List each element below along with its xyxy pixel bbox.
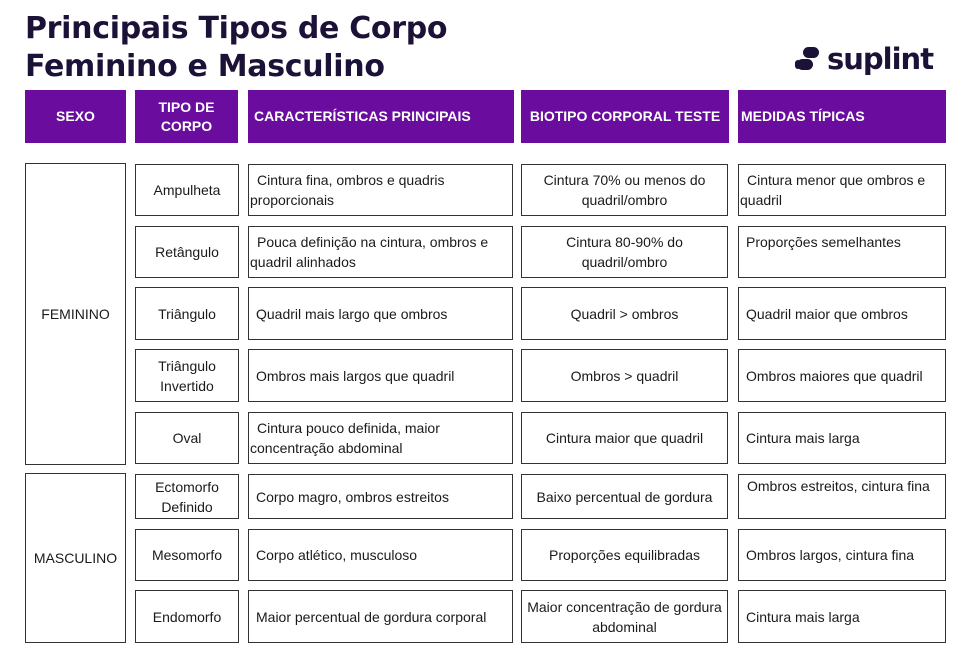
header-sexo-label: SEXO xyxy=(56,108,95,124)
table-cell-biotipo: Baixo percentual de gordura xyxy=(521,474,728,519)
table-cell-biotipo: Cintura maior que quadril xyxy=(521,412,728,464)
table-cell-tipo: Mesomorfo xyxy=(135,529,239,581)
table-cell-tipo: Triângulo xyxy=(135,287,239,340)
table-cell-medidas: Ombros largos, cintura fina xyxy=(738,529,946,581)
table-cell-caracteristicas: Quadril mais largo que ombros xyxy=(248,287,513,340)
table-cell-medidas: Cintura menor que ombros e quadril xyxy=(738,164,946,216)
table-cell-tipo: Retângulo xyxy=(135,226,239,278)
table-cell-medidas: Ombros maiores que quadril xyxy=(738,349,946,402)
table-cell-tipo: Oval xyxy=(135,412,239,464)
header-caracteristicas xyxy=(248,90,514,143)
brand-logo-text: suplint xyxy=(827,42,934,76)
header-medidas-label: MEDIDAS TÍPICAS xyxy=(741,108,865,124)
header-tipo-line-1: TIPO DE xyxy=(158,98,215,115)
group-feminino xyxy=(25,163,126,465)
header-tipo-de-corpo xyxy=(135,90,238,143)
title-line-2: Feminino e Masculino xyxy=(25,49,385,84)
table-cell-biotipo: Cintura 70% ou menos do quadril/ombro xyxy=(521,164,728,216)
capsule-pills-icon xyxy=(795,44,823,74)
table-cell-tipo: Triângulo Invertido xyxy=(135,349,239,402)
table-cell-medidas: Cintura mais larga xyxy=(738,412,946,464)
table-cell-medidas: Ombros estreitos, cintura fina xyxy=(738,474,946,519)
table-cell-biotipo: Ombros > quadril xyxy=(521,349,728,402)
table-cell-caracteristicas: Pouca definição na cintura, ombros e quadril alinhados xyxy=(248,226,513,278)
brand-logo xyxy=(795,42,933,76)
table-cell-tipo: Ectomorfo Definido xyxy=(135,474,239,519)
table-cell-medidas: Quadril maior que ombros xyxy=(738,287,946,340)
table-cell-caracteristicas: Ombros mais largos que quadril xyxy=(248,349,513,402)
table-cell-biotipo: Cintura 80-90% do quadril/ombro xyxy=(521,226,728,278)
page-title xyxy=(25,10,447,86)
header-biotipo-label: BIOTIPO CORPORAL TESTE xyxy=(529,108,721,124)
header-sexo xyxy=(25,90,126,143)
table-cell-caracteristicas: Corpo magro, ombros estreitos xyxy=(248,474,513,519)
table-cell-caracteristicas: Cintura pouco definida, maior concentração abdominal xyxy=(248,412,513,464)
table-cell-tipo: Endomorfo xyxy=(135,590,239,643)
group-masculino-label: MASCULINO xyxy=(33,550,118,566)
table-cell-caracteristicas: Maior percentual de gordura corporal xyxy=(248,590,513,643)
table-cell-biotipo: Quadril > ombros xyxy=(521,287,728,340)
header-medidas xyxy=(738,90,946,143)
table-cell-caracteristicas: Corpo atlético, musculoso xyxy=(248,529,513,581)
header-biotipo xyxy=(521,90,729,143)
group-masculino xyxy=(25,473,126,643)
header-tipo-line-2: CORPO xyxy=(160,117,213,134)
table-cell-caracteristicas: Cintura fina, ombros e quadris proporcionais xyxy=(248,164,513,216)
table-cell-biotipo: Proporções equilibradas xyxy=(521,529,728,581)
group-feminino-label: FEMININO xyxy=(41,306,110,322)
table-cell-biotipo: Maior concentração de gordura abdominal xyxy=(521,590,728,643)
table-cell-tipo: Ampulheta xyxy=(135,164,239,216)
title-line-1: Principais Tipos de Corpo xyxy=(25,11,448,46)
table-cell-medidas: Cintura mais larga xyxy=(738,590,946,643)
header-caracteristicas-label: CARACTERÍSTICAS PRINCIPAIS xyxy=(254,108,471,124)
table-cell-medidas: Proporções semelhantes xyxy=(738,226,946,278)
